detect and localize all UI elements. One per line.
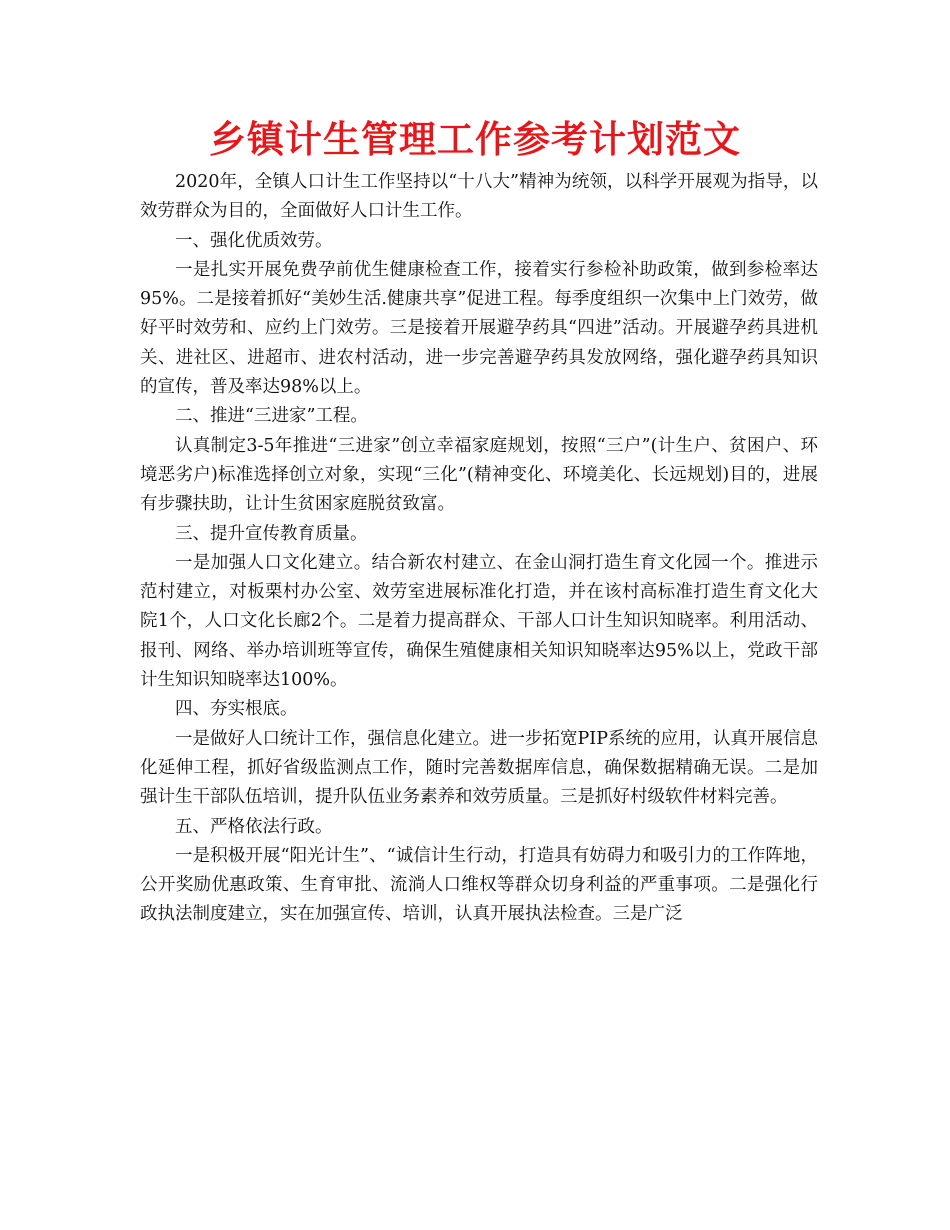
section-heading-4: 四、夯实根底。 <box>175 699 298 720</box>
paragraph-section-4: 一是做好人口统计工作，强信息化建立。进一步拓宽PIP系统的应用，认真开展信息化延伸工程，抓好省级监测点工作，随时完善数据库信息，确保数据精确无误。二是加强计生干部队伍培训，提升队伍业务素养和效劳质量。三是抓好村级软件材料完善。 <box>140 728 818 808</box>
section-heading-1: 一、强化优质效劳。 <box>175 230 333 251</box>
paragraph-section-5: 一是积极开展“阳光计生”、“诚信计生行动，打造具有妨碍力和吸引力的工作阵地，公开奖励优惠政策、生育审批、流淌人口维权等群众切身利益的严重事项。二是强化行政执法制度建立，实在加强宣传、培训，认真开展执法检查。三是广泛 <box>140 845 818 925</box>
paragraph-section-2: 认真制定3-5年推进“三进家”创立幸福家庭规划，按照“三户”(计生户、贫困户、环境恶劣户)标准选择创立对象，实现“三化”(精神变化、环境美化、长远规划)目的，进展有步骤扶助，让计生贫困家庭脱贫致富。 <box>140 435 818 515</box>
document-title: 乡镇计生管理工作参考计划范文 <box>209 118 741 161</box>
section-heading-5: 五、严格依法行政。 <box>175 816 333 837</box>
document-body <box>140 168 818 930</box>
paragraph-intro: 2020年，全镇人口计生工作坚持以“十八大”精神为统领，以科学开展观为指导，以效劳群众为目的，全面做好人口计生工作。 <box>140 172 818 222</box>
paragraph-section-1: 一是扎实开展免费孕前优生健康检查工作，接着实行参检补助政策，做到参检率达95%。二是接着抓好“美妙生活.健康共享”促进工程。每季度组织一次集中上门效劳，做好平时效劳和、应约上门效劳。三是接着开展避孕药具“四进”活动。开展避孕药具进机关、进社区、进超市、进农村活动，进一步完善避孕药具发放网络，强化避孕药具知识的宣传，普及率达98%以上。 <box>140 259 818 398</box>
section-heading-3: 三、提升宣传教育质量。 <box>175 523 368 544</box>
paragraph-section-3: 一是加强人口文化建立。结合新农村建立、在金山洞打造生育文化园一个。推进示范村建立，对板栗村办公室、效劳室进展标准化打造，并在该村高标准打造生育文化大院1个，人口文化长廊2个。二是着力提高群众、干部人口计生知识知晓率。利用活动、报刊、网络、举办培训班等宣传，确保生殖健康相关知识知晓率达95%以上，党政干部计生知识知晓率达100%。 <box>140 552 818 691</box>
section-heading-2: 二、推进“三进家”工程。 <box>175 406 368 427</box>
